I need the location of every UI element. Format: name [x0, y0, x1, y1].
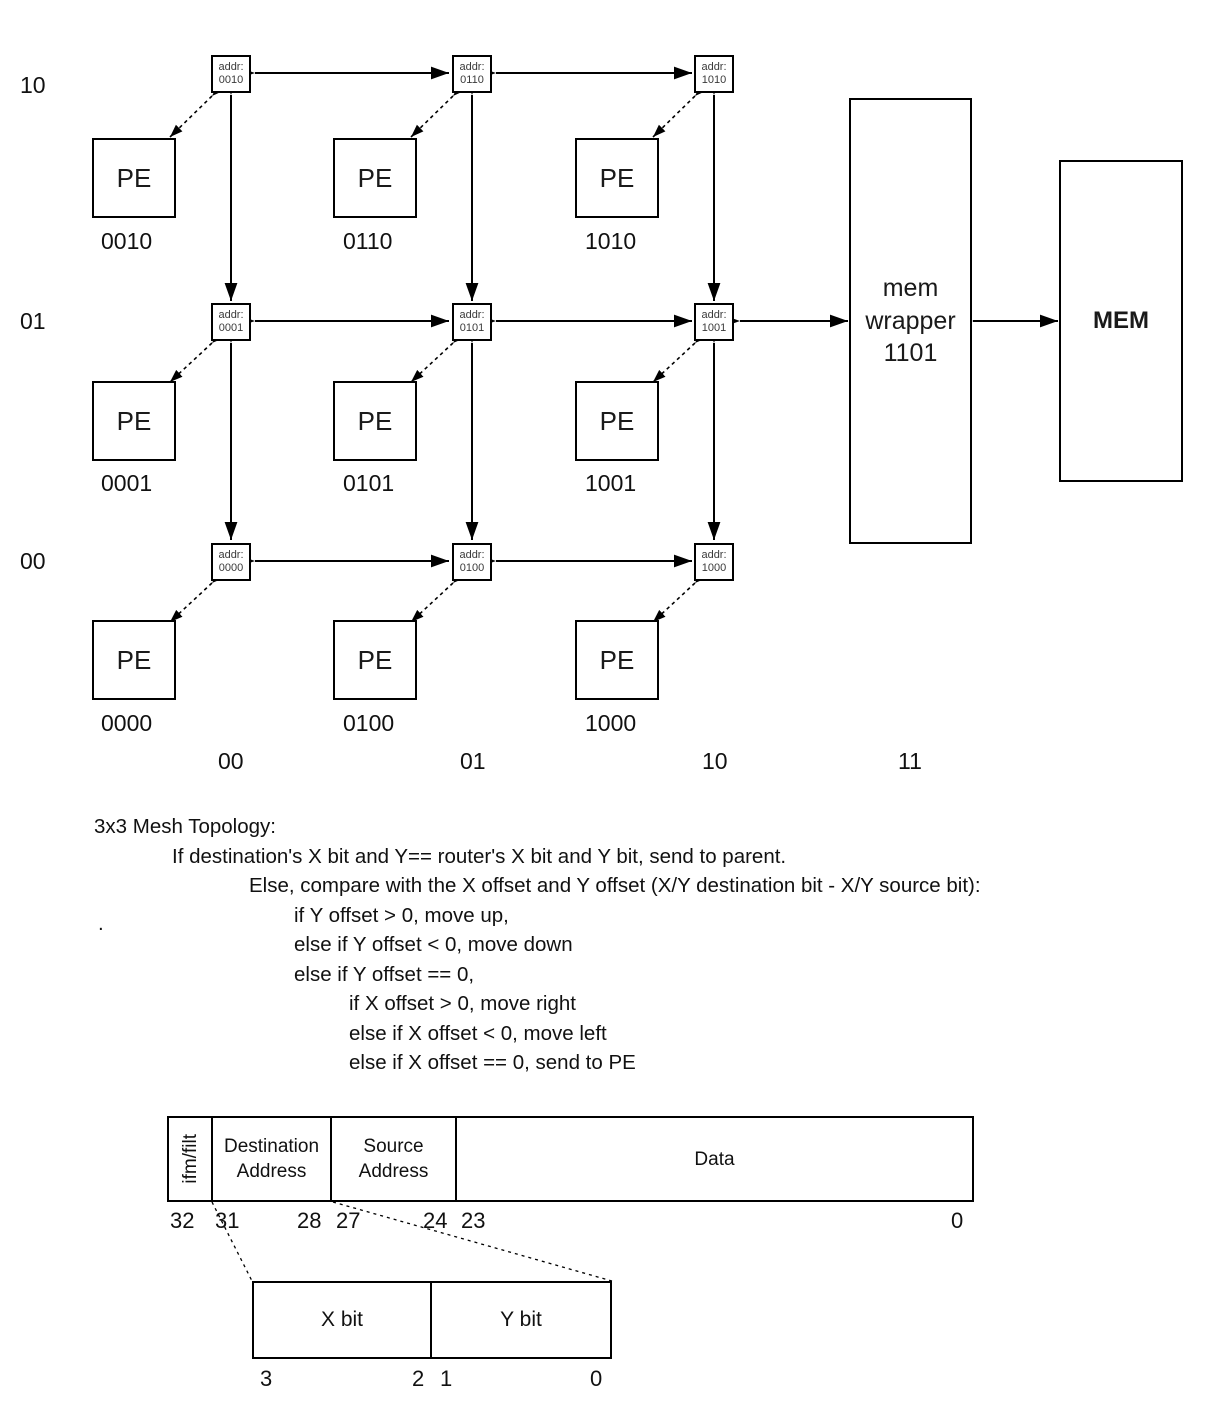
x-bit-label: X bit: [320, 1308, 364, 1331]
packet-bit-23: 23: [461, 1208, 486, 1233]
pe-1000[interactable]: [575, 620, 659, 700]
dest-line1: Destination: [223, 1136, 320, 1157]
row-label-00: 00: [20, 548, 46, 574]
col-label-01: 01: [460, 748, 486, 774]
packet-bit-28: 28: [297, 1208, 322, 1233]
pe-address-1001: 1001: [585, 470, 637, 496]
algo-line-8: else if X offset == 0, send to PE: [349, 1051, 636, 1074]
src-line1: Source: [363, 1136, 424, 1157]
algo-line-5: else if Y offset == 0,: [294, 962, 475, 986]
pe-0110[interactable]: [333, 138, 417, 218]
router-prefix: addr:: [218, 309, 244, 322]
router-address: 1001: [701, 322, 727, 334]
pe-label: PE: [116, 162, 152, 193]
algo-line-0: 3x3 Mesh Topology:: [94, 815, 276, 838]
router-prefix: addr:: [218, 549, 244, 562]
mem-wrapper-line2: wrapper: [865, 306, 956, 335]
pe-label: PE: [357, 644, 393, 675]
router-address: 0001: [218, 322, 244, 334]
pe-address-0110: 0110: [343, 228, 393, 254]
mem-block[interactable]: [1059, 160, 1183, 482]
router-prefix: addr:: [459, 549, 485, 562]
address-bit-2: 2: [412, 1366, 425, 1391]
pe-label: PE: [116, 644, 152, 675]
address-field-x-bit: [254, 1283, 432, 1357]
router-address: 1010: [701, 74, 727, 86]
pe-label: PE: [599, 405, 635, 436]
address-bit-3: 3: [260, 1366, 273, 1391]
packet-bit-27: 27: [336, 1208, 361, 1233]
dest-line2: Address: [236, 1161, 307, 1182]
router-0100[interactable]: [452, 543, 492, 581]
pe-address-0001: 0001: [101, 470, 153, 496]
address-bit-1: 1: [440, 1366, 453, 1391]
pe-label: PE: [357, 405, 393, 436]
router-address: 0010: [218, 74, 244, 86]
router-0010[interactable]: [211, 55, 251, 93]
router-0110[interactable]: [452, 55, 492, 93]
router-address: 0101: [459, 322, 485, 334]
pe-0001[interactable]: [92, 381, 176, 461]
pe-1010[interactable]: [575, 138, 659, 218]
algo-line-3: if Y offset > 0, move up,: [294, 903, 509, 927]
router-address: 1000: [701, 562, 727, 574]
mem-wrapper-line1: mem: [882, 274, 939, 303]
router-prefix: addr:: [701, 549, 727, 562]
router-prefix: addr:: [459, 61, 485, 74]
pe-label: PE: [599, 162, 635, 193]
router-0001[interactable]: [211, 303, 251, 341]
algo-line-6: if X offset > 0, move right: [349, 992, 576, 1015]
algo-line-7: else if X offset < 0, move left: [349, 1021, 607, 1045]
router-address: 0000: [218, 562, 244, 574]
col-label-11: 11: [898, 748, 922, 774]
router-0101[interactable]: [452, 303, 492, 341]
packet-bit-24: 24: [423, 1208, 448, 1233]
pe-address-0000: 0000: [101, 710, 153, 736]
router-1000[interactable]: [694, 543, 734, 581]
col-label-10: 10: [702, 748, 728, 774]
router-prefix: addr:: [218, 61, 244, 74]
pe-0101[interactable]: [333, 381, 417, 461]
pe-address-1010: 1010: [585, 228, 637, 254]
stray-period-mark: .: [98, 912, 104, 935]
router-prefix: addr:: [701, 61, 727, 74]
pe-0100[interactable]: [333, 620, 417, 700]
packet-bit-0: 0: [951, 1208, 964, 1233]
pe-address-0101: 0101: [343, 470, 395, 496]
y-bit-label: Y bit: [500, 1308, 542, 1331]
address-format-table: [252, 1281, 612, 1359]
packet-format-table: [167, 1116, 974, 1202]
router-1001[interactable]: [694, 303, 734, 341]
row-label-01: 01: [20, 308, 46, 334]
address-field-y-bit: [432, 1283, 610, 1357]
row-label-10: 10: [20, 72, 46, 98]
packet-bit-32: 32: [170, 1208, 195, 1233]
pe-address-1000: 1000: [585, 710, 637, 736]
src-line2: Address: [358, 1161, 429, 1182]
packet-field-ifm-filt-label: ifm/filt: [179, 1134, 201, 1184]
packet-field-destination-address: [213, 1118, 332, 1200]
mem-wrapper-block[interactable]: [849, 98, 972, 544]
router-address: 0110: [460, 74, 484, 86]
packet-field-source-address: [332, 1118, 457, 1200]
router-1010[interactable]: [694, 55, 734, 93]
address-bit-0: 0: [590, 1366, 603, 1391]
router-prefix: addr:: [701, 309, 727, 322]
pe-1001[interactable]: [575, 381, 659, 461]
mem-wrapper-address: 1101: [883, 339, 938, 368]
router-0000[interactable]: [211, 543, 251, 581]
pe-0010[interactable]: [92, 138, 176, 218]
packet-field-ifm-filt: [169, 1118, 213, 1200]
data-label: Data: [694, 1148, 735, 1170]
pe-label: PE: [599, 644, 635, 675]
algo-line-2: Else, compare with the X offset and Y offset (X/Y destination bit - X/Y source bit):: [249, 874, 981, 897]
packet-field-data: [457, 1118, 972, 1200]
packet-bit-31: 31: [215, 1208, 240, 1233]
pe-label: PE: [357, 162, 393, 193]
algo-line-1: If destination's X bit and Y== router's X bit and Y bit, send to parent.: [172, 844, 787, 868]
routing-algorithm-text: [94, 812, 1184, 1078]
pe-label: PE: [116, 405, 152, 436]
router-address: 0100: [459, 562, 485, 574]
col-label-00: 00: [218, 748, 244, 774]
pe-address-0100: 0100: [343, 710, 395, 736]
router-prefix: addr:: [459, 309, 485, 322]
algo-line-4: else if Y offset < 0, move down: [294, 933, 573, 956]
pe-0000[interactable]: [92, 620, 176, 700]
mem-label: MEM: [1093, 307, 1149, 335]
pe-address-0010: 0010: [101, 228, 153, 254]
